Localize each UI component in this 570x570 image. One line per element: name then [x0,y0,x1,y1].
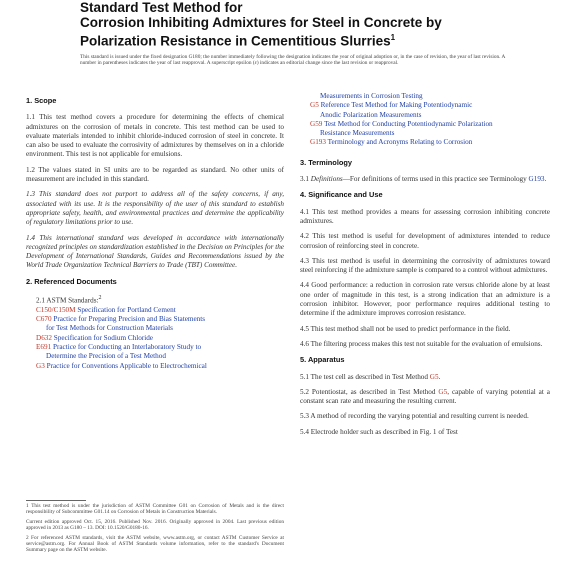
title-line-3: Polarization Resistance in Cementitious Slurries$^1$ [80,33,396,49]
ref-item[interactable]: C670 Practice for Preparing Precision and Bias Statements [36,315,206,324]
terminology-link[interactable]: G193 [528,175,545,184]
significance-p4: 4.4 Good performance: a reduction in corrosion rate versus chloride alone by at least one order of magnitude in this test, is a strong indication that an admixture is a corrosion inhibitor. However, poor performance requires additional testing to determine if the admixture improves corrosion resistance. [300,281,550,318]
apparatus-heading: 5. Apparatus [300,355,345,365]
scope-p3: 1.3 This standard does not purport to address all of the safety concerns, if any, associated with its use. It is the responsibility of the user of this standard to establish appropriate safety, health, and environmental practices and determine the applicability of regulatory limitations prior to use. [26,190,284,227]
scope-p2: 1.2 The values stated in SI units are to be regarded as standard. No other units of measurement are included in this standard. [26,165,284,184]
ref-item[interactable]: G59 Test Method for Conducting Potentiodynamic Polarization [310,119,493,128]
terminology-heading: 3. Terminology [300,157,353,167]
ref-item-cont[interactable]: Resistance Measurements [320,129,395,138]
footnote-1b: Current edition approved Oct. 15, 2016. Published Nov. 2016. Originally approved in 2004. Last previous edition approved in 2013 as G180 – 13. DOI: 10.1520/G0180-16. [26,518,284,532]
significance-p5: 4.5 This test method shall not be used to predict performance in the field. [300,324,511,333]
significance-p1: 4.1 This test method provides a means for assessing corrosion inhibiting concrete admixtures. [300,207,550,225]
scope-p1: 1.1 This test method covers a procedure for determining the effects of chemical admixtures on the corrosion of metals in concrete. This test method can be used to evaluate materials intended to inhibit chloride-induced corrosion of steel in concrete. It can also be used to evaluate the corrosivity of admixtures by themselves on in a chloride environment. This test is not applicable for emulsions. [26,113,284,159]
ref-item[interactable]: G193 Terminology and Acronyms Relating to Corrosion [310,138,473,147]
referenced-list [36,294,284,371]
left-column [26,92,284,371]
footnote-divider [26,500,86,501]
ref-item[interactable]: G3 Practice for Conventions Applicable to Electrochemical [36,361,207,370]
standard-notice: This standard is issued under the fixed designation G180; the number immediately following the designation indicates the year of original adoption or, in the case of revision, the year of last revision. A number in parentheses indicates the year of last reapproval. A superscript epsilon (ε) indicates an editorial change since the last revision or reapproval. [80,54,506,67]
scope-p4: 1.4 This international standard was developed in accordance with internationally recognized principles on standardization established in the Decision on Principles for the Development of International Standards, Guides and Recommendations issued by the World Trade Organization Technical Barriers to Trade (TBT) Committee. [26,233,284,270]
footnote-2: 2 For referenced ASTM standards, visit the ASTM website, www.astm.org, or contact ASTM Customer Service at service@astm.org. For Annual Book of ASTM Standards volume information, refer to the standard's Document Summary page on the ASTM website. [26,534,284,554]
document-title [80,0,520,49]
significance-p6: 4.6 The filtering process makes this test not suitable for the evaluation of emulsions. [300,339,543,348]
terminology-p1: 3.1 Definitions—For definitions of terms used in this practice see Terminology G193. [300,175,547,184]
significance-heading: 4. Significance and Use [300,190,383,200]
significance-p2: 4.2 This test method is useful for development of admixtures intended to reduce corrosion of reinforcing steel in concrete. [300,232,550,250]
ref-item-cont[interactable]: Anodic Polarization Measurements [320,110,422,119]
apparatus-link[interactable]: G5 [438,387,448,396]
ref-item-cont[interactable]: Determine the Precision of a Test Method [46,352,166,361]
footnotes [26,503,284,557]
ref-item-cont[interactable]: Measurements in Corrosion Testing [320,92,423,100]
title-footnote-mark: 1 [390,33,396,42]
right-ref-list [310,92,550,148]
scope-heading: 1. Scope [26,96,57,105]
ref-item[interactable]: E691 Practice for Conducting an Interlaboratory Study to [36,342,202,351]
footnote-1: 1 This test method is under the jurisdiction of ASTM Committee G01 on Corrosion of Metals and is the direct responsibility of Subcommittee G01.14 on Corrosion of Metals in Construction Materials. [26,503,284,516]
apparatus-link[interactable]: G5 [429,372,439,381]
ref-item-cont[interactable]: for Test Methods for Construction Materials [46,324,173,333]
ref-item[interactable]: D632 Specification for Sodium Chloride [36,333,153,342]
apparatus-p1: 5.1 The test cell as described in Test Method G5. [300,372,441,381]
ref-item[interactable]: G5 Reference Test Method for Making Potentiodynamic [310,101,473,110]
ref-item[interactable]: C150/C150M Specification for Portland Cement [36,305,176,314]
apparatus-p4: 5.4 Electrode holder such as described in Fig. 1 of Test [300,427,458,436]
referenced-heading: 2. Referenced Documents [26,276,117,286]
right-column [300,92,550,443]
apparatus-p2: 5.2 Potentiostat, as described in Test Method G5, capable of varying potential at a constant scan rate and measuring the resulting current. [300,387,550,406]
title-line-2: Corrosion Inhibiting Admixtures for Steel in Concrete by [80,15,442,30]
title-line-1: Standard Test Method for [80,0,243,15]
apparatus-p3: 5.3 A method of recording the varying potential and resulting current is needed. [300,412,529,421]
referenced-intro: 2.1 ASTM Standards:$^2$ [36,295,102,305]
significance-p3: 4.3 This test method is useful in determining the corrosivity of admixtures toward steel reinforcing if the admixture sample is compared to a control without admixtures. [300,256,550,275]
